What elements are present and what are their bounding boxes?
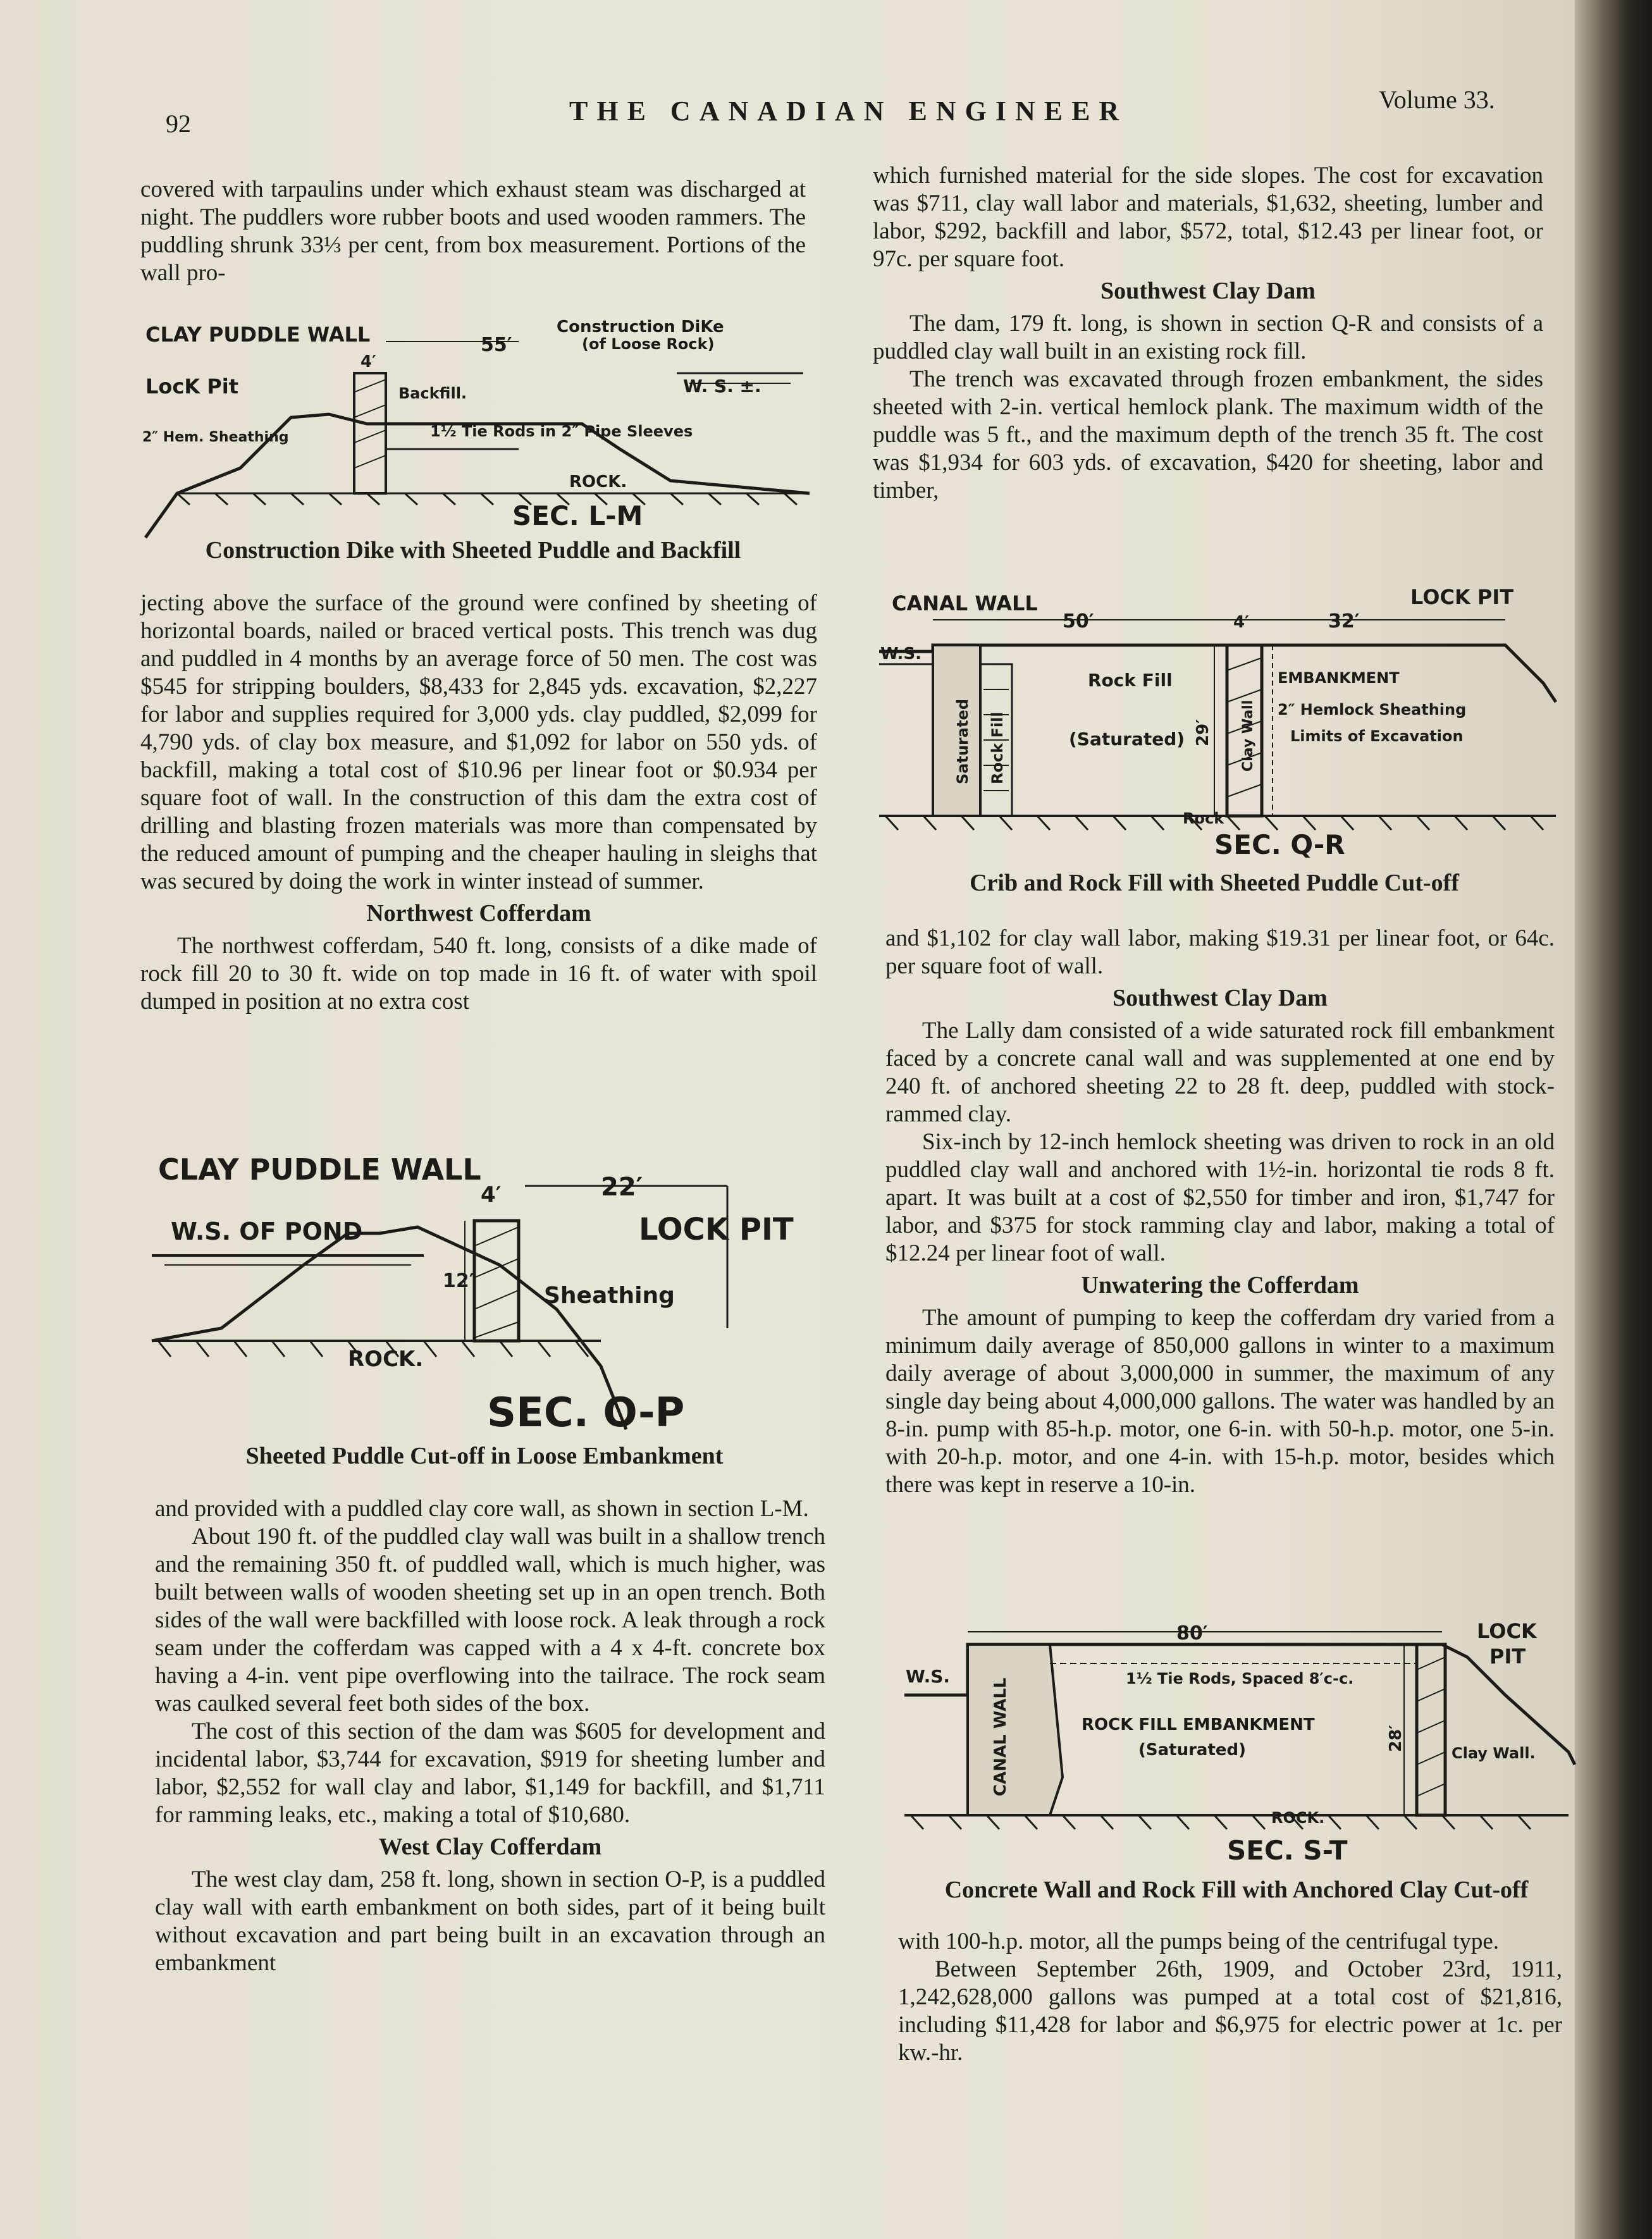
figure-sec-st — [898, 1619, 1575, 1866]
left-text-block-3 — [155, 1495, 825, 1977]
label-50ft: 50′ — [1063, 610, 1094, 632]
label-sheathing: Sheathing — [544, 1283, 675, 1309]
paragraph: covered with tarpaulins under which exhaust steam was discharged at night. The puddlers wore rubber boots and used wooden rammers. The puddling shrunk 33⅓ per cent, from box measurement. Portions of the wall pro- — [140, 176, 806, 286]
label-clay-wall-vertical: Clay Wall — [1240, 700, 1256, 772]
label-28ft: 28′ — [1386, 1724, 1405, 1752]
label-rock: Rock — [1183, 810, 1224, 827]
volume-label: Volume 33. — [1379, 85, 1495, 114]
label-12ft: 12′ — [443, 1270, 474, 1292]
caption-sec-st: Concrete Wall and Rock Fill with Anchored Clay Cut-off — [944, 1877, 1529, 1903]
left-text-block-2 — [140, 589, 817, 1016]
page-number: 92 — [166, 109, 191, 138]
label-water-surface: W.S. — [880, 645, 922, 663]
label-construction-dike: Construction DiKe — [557, 318, 724, 336]
label-limits-of-excavation: Limits of Excavation — [1290, 727, 1464, 745]
paragraph: About 190 ft. of the puddled clay wall was built in a shallow trench and the remaining 350 ft. of puddled wall, which is much higher, was built between walls of wooden sheeting set up in an open trench. Both sides of the wall were backfilled with loose rock. A leak through a rock seam under the cofferdam was capped with a 4 x 4-ft. concrete box having a 4-in. vent pipe overflowing into the tailrace. The rock seam was caulked several feet both sides of the box. — [155, 1524, 825, 1717]
paragraph: and $1,102 for clay wall labor, making $19.31 per linear foot, or 64c. per square foot of wall. — [885, 925, 1555, 979]
label-embankment: EMBANKMENT — [1278, 669, 1400, 687]
paragraph: The cost of this section of the dam was $605 for development and incidental labor, $3,744 for excavation, $919 for sheeting lumber and labor, $2,552 for wall clay and labor, $1,149 for backfill, and $1,711 for ramming leaks, etc., making a total of $10,680. — [155, 1718, 825, 1828]
label-rock: ROCK. — [348, 1347, 424, 1372]
paragraph: Six-inch by 12-inch hemlock sheeting was driven to rock in an old puddled clay wall and anchored with 1½-in. horizontal tie rods 8 ft. apart. It was built at a cost of $2,550 for timber and iron, $1,747 for labor, and $375 for stock ramming clay and labor, making a total of $12.24 per linear foot of wall. — [885, 1129, 1555, 1266]
label-backfill: Backfill. — [398, 385, 467, 402]
label-saturated-vertical: Saturated — [954, 699, 971, 784]
label-tie-rods: 1½ Tie Rods in 2″ Pipe Sleeves — [430, 423, 693, 440]
figure-sec-qr — [873, 582, 1556, 873]
section-label-lm: SEC. L-M — [512, 500, 643, 531]
label-4ft: 4′ — [1233, 613, 1249, 632]
label-lock-pit: LocK Pit — [145, 374, 238, 398]
figure-sec-lm — [139, 304, 822, 557]
masthead: THE CANADIAN ENGINEER — [569, 96, 1128, 126]
label-saturated: (Saturated) — [1069, 729, 1185, 749]
left-text-block-1 — [140, 176, 806, 287]
section-label-st: SEC. S-T — [1227, 1835, 1348, 1866]
label-rock-fill-embankment: ROCK FILL EMBANKMENT — [1082, 1715, 1315, 1734]
heading-unwatering-the-cofferdam: Unwatering the Cofferdam — [1081, 1272, 1359, 1298]
paragraph: Between September 26th, 1909, and October 23rd, 1911, 1,242,628,000 gallons was pumped at a total cost of $21,816, including $11,428 for labor and $6,975 for electric power at 1c. per kw.-hr. — [898, 1956, 1562, 2066]
label-clay-puddle-wall: CLAY PUDDLE WALL — [158, 1152, 481, 1187]
label-canal-wall-vertical: CANAL WALL — [991, 1677, 1010, 1796]
label-loose-rock: (of Loose Rock) — [582, 335, 715, 353]
paragraph: with 100-h.p. motor, all the pumps being of the centrifugal type. — [898, 1928, 1500, 1954]
label-water-surface-pond: W.S. OF POND — [171, 1218, 363, 1245]
label-rock: ROCK. — [569, 472, 627, 491]
caption-sec-op: Sheeted Puddle Cut-off in Loose Embankment — [245, 1443, 724, 1469]
paragraph: The dam, 179 ft. long, is shown in section Q-R and consists of a puddled clay wall built in an existing rock fill. — [873, 311, 1543, 364]
label-4ft: 4′ — [361, 352, 376, 371]
figure-sec-op — [145, 1138, 835, 1442]
label-4ft: 4′ — [481, 1182, 502, 1207]
label-clay-puddle-wall: CLAY PUDDLE WALL — [145, 323, 371, 347]
label-80ft: 80′ — [1176, 1622, 1208, 1644]
right-text-block-2 — [885, 925, 1555, 1499]
label-29ft: 29′ — [1193, 719, 1212, 746]
label-32ft: 32′ — [1328, 610, 1360, 632]
heading-southwest-clay-dam-2: Southwest Clay Dam — [1113, 985, 1328, 1011]
paragraph: The amount of pumping to keep the cofferdam dry varied from a minimum daily average of 850,000 gallons in winter to a maximum daily average of about 3,000,000 in summer, the maximum of any single day being about 4,000,000 gallons. The water was handled by an 8-in. pump with 85-h.p. motor, one 6-in. with 50-h.p. motor, one 5-in. with 20-h.p. motor, and one 4-in. with 15-h.p. motor, besides which there was kept in reserve a 10-in. — [885, 1305, 1555, 1498]
label-55ft: 55′ — [481, 334, 512, 356]
section-label-qr: SEC. Q-R — [1214, 829, 1345, 860]
caption-sec-lm: Construction Dike with Sheeted Puddle and Backfill — [205, 537, 741, 564]
caption-sec-qr: Crib and Rock Fill with Sheeted Puddle Cut-off — [970, 870, 1459, 896]
section-label-op: SEC. O-P — [487, 1390, 685, 1436]
paragraph: The Lally dam consisted of a wide saturated rock fill embankment faced by a concrete canal wall and was supplemented at one end by 240 ft. of anchored sheeting 22 to 28 ft. deep, puddled with stock-rammed clay. — [885, 1018, 1555, 1127]
label-lock-pit: LOCK PIT — [639, 1212, 794, 1247]
right-text-block-1 — [873, 162, 1543, 505]
label-hemlock-sheathing: 2″ Hem. Sheathing — [142, 429, 289, 445]
heading-southwest-clay-dam: Southwest Clay Dam — [1100, 278, 1316, 304]
label-lock: LOCK — [1477, 1619, 1537, 1643]
label-hemlock-sheathing: 2″ Hemlock Sheathing — [1278, 701, 1467, 719]
label-tie-rods: 1½ Tie Rods, Spaced 8′c-c. — [1126, 1670, 1354, 1687]
label-water-surface: W. S. ±. — [683, 376, 761, 397]
heading-northwest-cofferdam: Northwest Cofferdam — [366, 900, 591, 927]
label-rock-fill-vertical: Rock Fill — [989, 712, 1006, 784]
paragraph: The northwest cofferdam, 540 ft. long, consists of a dike made of rock fill 20 to 30 ft. wide on top made in 16 ft. of water with spoil dumped in position at no extra cost — [140, 933, 817, 1015]
paragraph: jecting above the surface of the ground were confined by sheeting of horizontal boards, nailed or braced vertical posts. This trench was dug and puddled in 4 months by an average force of 50 men. The cost was $545 for stripping boulders, $8,433 for 2,845 yds. excavation, $2,227 for labor and supplies required for 3,000 yds. clay puddled, $2,099 for 4,790 yds. of clay box measure, and $1,092 for labor on 550 yds. of backfill, making a total cost of $10.96 per linear foot or $0.934 per square foot of wall. In the construction of this dam the extra cost of drilling and blasting frozen materials was more than compensated by the reduced amount of pumping and the cheaper hauling in sleighs that was secured by doing the work in winter instead of summer. — [140, 590, 817, 894]
paragraph: The west clay dam, 258 ft. long, shown in section O-P, is a puddled clay wall with earth embankment on both sides, part of it being built without excavation and part being built in an excavation through an embankment — [155, 1866, 825, 1976]
label-clay-wall: Clay Wall. — [1452, 1744, 1536, 1762]
paragraph: which furnished material for the side slopes. The cost for excavation was $711, clay wall labor and materials, $1,632, sheeting, lumber and labor, $292, backfill and labor, $572, total, $12.43 per linear foot, or 97c. per square foot. — [873, 163, 1543, 272]
right-text-block-3 — [898, 1928, 1562, 2067]
label-22ft: 22′ — [601, 1173, 643, 1202]
label-pit: PIT — [1489, 1644, 1526, 1668]
label-canal-wall: CANAL WALL — [892, 591, 1038, 615]
paragraph: and provided with a puddled clay core wall, as shown in section L-M. — [155, 1496, 809, 1522]
label-lock-pit: LOCK PIT — [1410, 585, 1514, 609]
paragraph: The trench was excavated through frozen embankment, the sides sheeted with 2-in. vertical hemlock plank. The maximum width of the puddle was 5 ft., and the maximum depth of the trench 35 ft. The cost was $1,934 for 603 yds. of excavation, $420 for sheeting, labor and timber, — [873, 366, 1543, 503]
label-saturated: (Saturated) — [1138, 1741, 1247, 1760]
book-spine — [1575, 0, 1652, 2239]
heading-west-clay-cofferdam: West Clay Cofferdam — [378, 1834, 602, 1860]
label-water-surface: W.S. — [906, 1666, 951, 1687]
label-rock-fill: Rock Fill — [1088, 670, 1173, 691]
label-rock: ROCK. — [1271, 1809, 1325, 1827]
